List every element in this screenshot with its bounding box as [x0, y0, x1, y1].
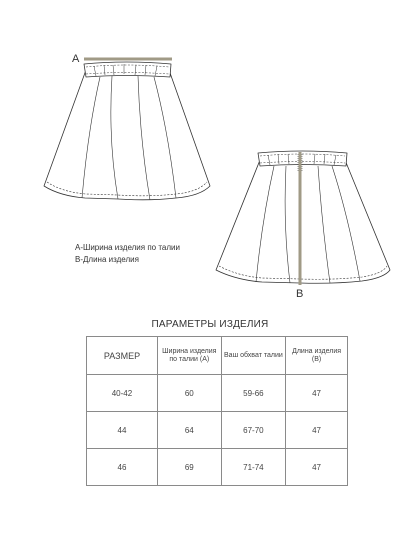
- cell-waist-width: 60: [157, 375, 221, 412]
- header-waist-width: Ширина изделия по талии (А): [157, 337, 221, 375]
- table-row: [87, 412, 348, 449]
- cell-length: 47: [286, 375, 348, 412]
- label-a: A: [72, 53, 80, 65]
- cell-your-waist: 67-70: [221, 412, 285, 449]
- header-size: РАЗМЕР: [87, 337, 158, 375]
- cell-size: 46: [87, 449, 158, 486]
- table-row: [87, 375, 348, 412]
- table-header-row: [87, 337, 348, 375]
- cell-length: 47: [286, 412, 348, 449]
- table-row: [87, 449, 348, 486]
- parameters-table: [86, 336, 348, 486]
- back-skirt-sketch: [216, 151, 390, 283]
- header-your-waist: Ваш обхват талии: [221, 337, 285, 375]
- legend-line-a: А-Ширина изделия по талии: [75, 243, 180, 252]
- cell-your-waist: 59-66: [221, 375, 285, 412]
- cell-size: 44: [87, 412, 158, 449]
- front-skirt-sketch: [44, 62, 210, 200]
- cell-waist-width: 64: [157, 412, 221, 449]
- cell-size: 40-42: [87, 375, 158, 412]
- cell-waist-width: 69: [157, 449, 221, 486]
- header-length: Длина изделия (В): [286, 337, 348, 375]
- table-title: ПАРАМЕТРЫ ИЗДЕЛИЯ: [151, 319, 269, 330]
- cell-length: 47: [286, 449, 348, 486]
- cell-your-waist: 71-74: [221, 449, 285, 486]
- legend-line-b: В-Длина изделия: [75, 255, 139, 264]
- label-b: B: [296, 288, 304, 300]
